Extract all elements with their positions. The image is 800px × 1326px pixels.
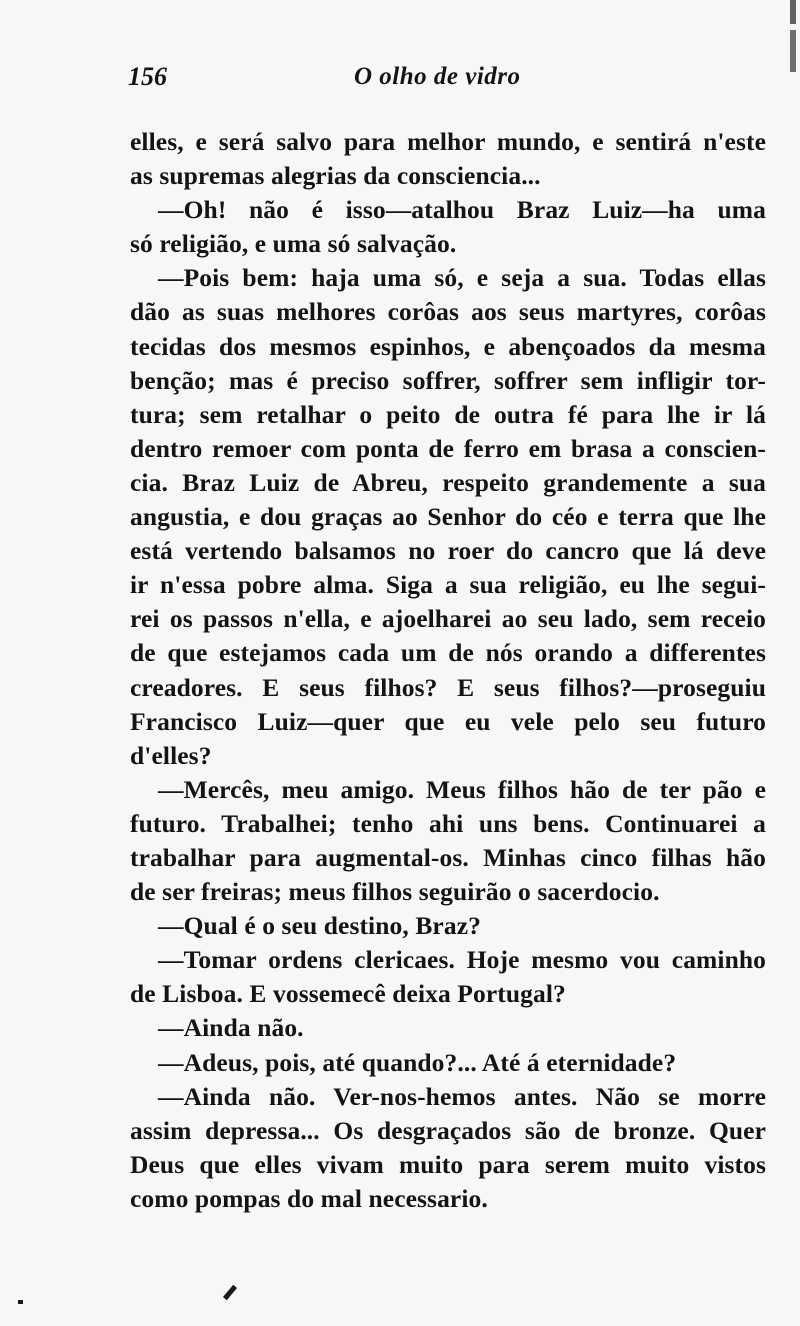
text-line: como pompas do mal necessario. xyxy=(130,1183,488,1213)
text-line: cia. Braz Luiz de Abreu, respeito grandemente a sua xyxy=(130,467,766,497)
text-line: —Adeus, pois, até quando?... Até á eternidade? xyxy=(158,1047,677,1077)
text-line: ir n'essa pobre alma. Siga a sua religião, eu lhe segui- xyxy=(130,570,766,600)
text-line: está vertendo balsamos no roer do cancro que lá deve xyxy=(130,536,766,566)
page-edge-mark xyxy=(790,0,796,120)
text-line: —Ainda não. Ver-nos-hemos antes. Não se morre xyxy=(158,1081,766,1111)
text-line: —Qual é o seu destino, Braz? xyxy=(158,911,481,941)
body-text xyxy=(130,125,766,1216)
text-line: —Tomar ordens clericaes. Hoje mesmo vou caminho xyxy=(158,945,766,975)
text-line: de que estejamos cada um de nós orando a differentes xyxy=(130,638,766,668)
page-header xyxy=(128,62,768,102)
text-line: —Pois bem: haja uma só, e seja a sua. Todas ellas xyxy=(158,263,766,293)
text-line: de Lisboa. E vossemecê deixa Portugal? xyxy=(130,979,566,1009)
text-line: Deus que elles vivam muito para serem muito vistos xyxy=(130,1149,766,1179)
ink-speck xyxy=(223,1285,237,1300)
text-line: —Ainda não. xyxy=(158,1013,304,1043)
running-title: O olho de vidro xyxy=(354,63,521,90)
text-line: de ser freiras; meus filhos seguirão o sacerdocio. xyxy=(130,877,660,907)
text-line: tecidas dos mesmos espinhos, e abençoados da mesma xyxy=(130,331,766,361)
ink-speck xyxy=(18,1300,23,1304)
text-line: d'elles? xyxy=(130,740,212,770)
text-line: dão as suas melhores corôas aos seus martyres, corôas xyxy=(130,297,766,327)
text-line: as supremas alegrias da consciencia... xyxy=(130,161,541,191)
text-line: só religião, e uma só salvação. xyxy=(130,229,457,259)
text-line: Francisco Luiz—quer que eu vele pelo seu futuro xyxy=(130,706,766,736)
text-line: angustia, e dou graças ao Senhor do céo e terra que lhe xyxy=(130,502,766,532)
text-line: —Oh! não é isso—atalhou Braz Luiz—ha uma xyxy=(158,195,766,225)
text-line: futuro. Trabalhei; tenho ahi uns bens. Continuarei a xyxy=(130,808,766,838)
text-line: elles, e será salvo para melhor mundo, e sentirá n'este xyxy=(130,127,766,156)
text-line: trabalhar para augmental-os. Minhas cinco filhas hão xyxy=(130,842,766,872)
text-line: creadores. E seus filhos? E seus filhos?—proseguiu xyxy=(130,672,766,702)
text-line: benção; mas é preciso soffrer, soffrer sem infligir tor- xyxy=(130,365,766,395)
page-number: 156 xyxy=(128,62,167,91)
text-line: —Mercês, meu amigo. Meus filhos hão de ter pão e xyxy=(158,774,766,804)
text-line: rei os passos n'ella, e ajoelharei ao seu lado, sem receio xyxy=(130,604,766,634)
text-line: dentro remoer com ponta de ferro em brasa a conscien- xyxy=(130,433,766,463)
text-line: assim depressa... Os desgraçados são de bronze. Quer xyxy=(130,1115,766,1145)
text-line: tura; sem retalhar o peito de outra fé para lhe ir lá xyxy=(130,399,766,429)
